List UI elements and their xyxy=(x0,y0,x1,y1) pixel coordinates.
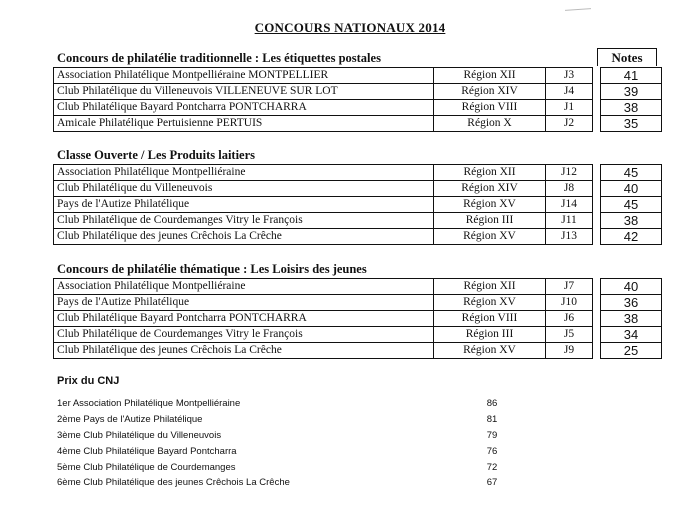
table-row xyxy=(54,343,662,359)
table-row xyxy=(54,327,662,343)
jury-cell: J5 xyxy=(546,327,593,343)
club-cell: Club Philatélique du Villeneuvois VILLENEUVE SUR LOT xyxy=(54,84,434,100)
region-cell: Région XII xyxy=(434,165,546,181)
jury-cell: J11 xyxy=(546,213,593,229)
club-cell: Club Philatélique des jeunes Crêchois La Crêche xyxy=(54,343,434,359)
table-row xyxy=(54,197,662,213)
jury-cell: J7 xyxy=(546,279,593,295)
region-cell: Région XII xyxy=(434,279,546,295)
note-cell: 38 xyxy=(601,213,662,229)
region-cell: Région III xyxy=(434,327,546,343)
cnj-label: 5ème Club Philatélique de Courdemanges xyxy=(57,462,236,473)
club-cell: Club Philatélique du Villeneuvois xyxy=(54,181,434,197)
page-title: CONCOURS NATIONAUX 2014 xyxy=(254,20,446,35)
table-row xyxy=(54,68,662,84)
club-cell: Club Philatélique de Courdemanges Vitry le François xyxy=(54,213,434,229)
cnj-title: Prix du CNJ xyxy=(57,375,120,387)
region-cell: Région VIII xyxy=(434,100,546,116)
jury-cell: J12 xyxy=(546,165,593,181)
region-cell: Région XII xyxy=(434,68,546,84)
table-row xyxy=(54,100,662,116)
results-table-traditionnelle xyxy=(53,67,662,132)
jury-cell: J10 xyxy=(546,295,593,311)
region-cell: Région VIII xyxy=(434,311,546,327)
note-cell: 34 xyxy=(601,327,662,343)
region-cell: Région XV xyxy=(434,229,546,245)
cnj-label: 2ème Pays de l'Autize Philatélique xyxy=(57,414,203,425)
note-cell: 25 xyxy=(601,343,662,359)
jury-cell: J6 xyxy=(546,311,593,327)
note-cell: 39 xyxy=(601,84,662,100)
cnj-ranking-row xyxy=(57,430,507,446)
table-row xyxy=(54,213,662,229)
jury-cell: J8 xyxy=(546,181,593,197)
notes-header: Notes xyxy=(597,48,657,66)
club-cell: Club Philatélique Bayard Pontcharra PONTCHARRA xyxy=(54,100,434,116)
club-cell: Association Philatélique Montpelliéraine xyxy=(54,279,434,295)
table-row xyxy=(54,181,662,197)
cnj-label: 3ème Club Philatélique du Villeneuvois xyxy=(57,430,222,441)
jury-cell: J13 xyxy=(546,229,593,245)
note-cell: 36 xyxy=(601,295,662,311)
club-cell: Association Philatélique Montpelliéraine xyxy=(54,165,434,181)
table-row xyxy=(54,229,662,245)
note-cell: 38 xyxy=(601,100,662,116)
club-cell: Association Philatélique Montpelliéraine MONTPELLIER xyxy=(54,68,434,84)
cnj-label: 1er Association Philatélique Montpelliéraine xyxy=(57,398,241,409)
note-cell: 40 xyxy=(601,279,662,295)
jury-cell: J2 xyxy=(546,116,593,132)
results-table-classe-ouverte xyxy=(53,164,662,245)
section-title-classe-ouverte: Classe Ouverte / Les Produits laitiers xyxy=(57,148,256,162)
table-row xyxy=(54,116,662,132)
section-title-traditionnelle: Concours de philatélie traditionnelle : Les étiquettes postales xyxy=(57,51,381,65)
table-row xyxy=(54,295,662,311)
jury-cell: J4 xyxy=(546,84,593,100)
club-cell: Club Philatélique des jeunes Crêchois La Crêche xyxy=(54,229,434,245)
cnj-ranking-row xyxy=(57,414,507,430)
cnj-score: 67 xyxy=(486,477,498,488)
region-cell: Région X xyxy=(434,116,546,132)
jury-cell: J1 xyxy=(546,100,593,116)
note-cell: 45 xyxy=(601,165,662,181)
cnj-ranking-row xyxy=(57,446,507,462)
region-cell: Région XV xyxy=(434,343,546,359)
section-title-thematique: Concours de philatélie thématique : Les Loisirs des jeunes xyxy=(57,262,367,276)
cnj-label: 6ème Club Philatélique des jeunes Crêchois La Crêche xyxy=(57,477,290,488)
results-table-thematique xyxy=(53,278,662,359)
jury-cell: J9 xyxy=(546,343,593,359)
club-cell: Pays de l'Autize Philatélique xyxy=(54,295,434,311)
note-cell: 45 xyxy=(601,197,662,213)
scan-mark xyxy=(565,8,591,11)
region-cell: Région XV xyxy=(434,197,546,213)
note-cell: 35 xyxy=(601,116,662,132)
cnj-ranking-row xyxy=(57,462,507,478)
cnj-score: 76 xyxy=(486,446,498,457)
note-cell: 38 xyxy=(601,311,662,327)
club-cell: Club Philatélique Bayard Pontcharra PONTCHARRA xyxy=(54,311,434,327)
cnj-score: 86 xyxy=(486,398,498,409)
note-cell: 40 xyxy=(601,181,662,197)
region-cell: Région XIV xyxy=(434,84,546,100)
table-row xyxy=(54,311,662,327)
cnj-score: 81 xyxy=(486,414,498,425)
club-cell: Amicale Philatélique Pertuisienne PERTUIS xyxy=(54,116,434,132)
region-cell: Région XIV xyxy=(434,181,546,197)
cnj-score: 72 xyxy=(486,462,498,473)
club-cell: Pays de l'Autize Philatélique xyxy=(54,197,434,213)
jury-cell: J14 xyxy=(546,197,593,213)
note-cell: 42 xyxy=(601,229,662,245)
cnj-label: 4ème Club Philatélique Bayard Pontcharra xyxy=(57,446,237,457)
note-cell: 41 xyxy=(601,68,662,84)
table-row xyxy=(54,84,662,100)
region-cell: Région XV xyxy=(434,295,546,311)
table-row xyxy=(54,165,662,181)
cnj-ranking-row xyxy=(57,398,507,414)
region-cell: Région III xyxy=(434,213,546,229)
table-row xyxy=(54,279,662,295)
cnj-score: 79 xyxy=(486,430,498,441)
cnj-ranking-row xyxy=(57,477,507,493)
club-cell: Club Philatélique de Courdemanges Vitry le François xyxy=(54,327,434,343)
jury-cell: J3 xyxy=(546,68,593,84)
